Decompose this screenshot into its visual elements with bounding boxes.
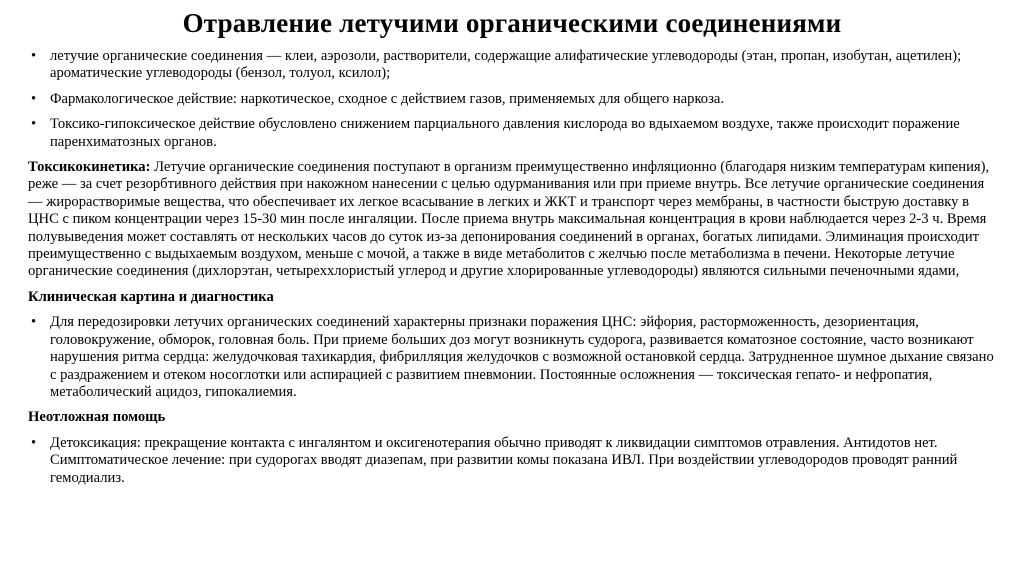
emergency-heading: Неотложная помощь	[28, 409, 166, 426]
emergency-bullet-list	[28, 435, 996, 487]
clinical-bullet-list	[28, 314, 996, 401]
clinical-bullet-1: • Для передозировки летучих органических соединений характерны признаки поражения ЦНС: эйфория, расторможенность, дезориентация, головокружение, обморок, головная боль. При приеме больших доз могут возникнуть судорога, развивается коматозное состояние, часто возникают нарушения ритма сердца: желудочковая тахикардия, фибрилляция желудочков с возможной остановкой сердца. Затрудненное шумное дыхание связано с раздражением и отеком носоглотки или аспирацией с развитием пневмонии. Постоянные осложнения — токсическая гепато- и нефропатия, метаболический ацидоз, гипокалиемия.	[28, 314, 996, 401]
intro-bullet-1: • летучие органические соединения — клеи, аэрозоли, растворители, содержащие алифатические углеводороды (этан, пропан, изобутан, ацетилен); ароматические углеводороды (бензол, толуол, ксилол);	[28, 48, 996, 83]
clinical-heading: Клиническая картина и диагностика	[28, 288, 274, 305]
toxicokinetics-paragraph	[28, 159, 996, 281]
toxicokinetics-text: Летучие органические соединения поступают в организм преимущественно инфляционно (благодаря низким температурам кипения), реже — за счет резорбтивного действия при накожном нанесении с целью одурманивания или при приеме внутрь. Все летучие органические соединения — жирорастворимые вещества, что обеспечивает их легкое всасывание в легких и ЖКТ и транспорт через мембраны, в частности быструю доставку в ЦНС с пиком концентрации через 15-30 мин после ингаляции. После приема внутрь максимальная концентрация в крови наблюдается через 2-3 ч. Время полувыведения может составлять от нескольких часов до суток из-за депонирования соединений в органах, богатых липидами. Элиминация происходит преимущественно с выдыхаемым воздухом, меньше с мочой, а также в виде метаболитов с желчью после метаболизма в печени. Некоторые летучие органические соединения (дихлорэтан, четыреххлористый углерод и другие хлорированные углеводороды) являются сильными печеночными ядами,	[28, 159, 990, 280]
emergency-bullet-1: • Детоксикация: прекращение контакта с ингалянтом и оксигенотерапия обычно приводят к ликвидации симптомов отравления. Антидотов нет. Симптоматическое лечение: при судорогах вводят диазепам, при развитии комы показана ИВЛ. При воздействии углеводородов проводят ранний гемодиализ.	[28, 435, 996, 487]
intro-bullet-3: • Токсико-гипоксическое действие обусловлено снижением парциального давления кислорода во вдыхаемом воздухе, также происходит поражение паренхиматозных органов.	[28, 116, 996, 151]
toxicokinetics-label: Токсикокинетика:	[28, 159, 151, 176]
intro-bullet-list	[28, 48, 996, 151]
slide-title: Отравление летучими органическими соединениями	[182, 8, 842, 38]
intro-bullet-2: • Фармакологическое действие: наркотическое, сходное с действием газов, применяемых для общего наркоза.	[28, 91, 996, 108]
